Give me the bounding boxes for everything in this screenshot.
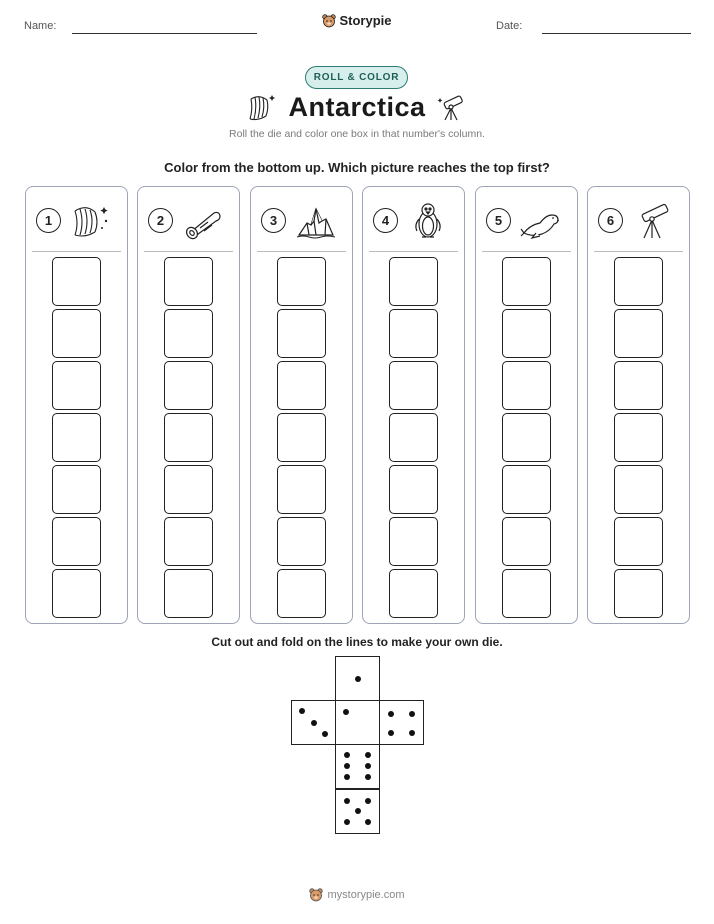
color-box[interactable] [52,517,101,566]
column-1 [25,186,128,624]
die-pip [344,774,350,780]
color-box[interactable] [502,257,551,306]
column-6 [587,186,690,624]
die-pip [365,798,371,804]
color-box[interactable] [52,569,101,618]
column-header [486,201,566,241]
column-header [148,201,228,241]
die-pip [322,731,328,737]
die-instruction: Cut out and fold on the lines to make your own die. [211,635,503,649]
color-box[interactable] [614,465,663,514]
column-number: 2 [148,208,173,233]
color-box[interactable] [502,569,551,618]
color-box[interactable] [277,517,326,566]
color-box[interactable] [164,465,213,514]
color-box[interactable] [389,413,438,462]
color-box[interactable] [277,257,326,306]
column-divider [257,251,346,252]
color-box[interactable] [52,309,101,358]
column-divider [144,251,233,252]
color-box[interactable] [614,517,663,566]
color-box[interactable] [277,361,326,410]
die-pip [409,711,415,717]
column-2 [137,186,240,624]
column-5 [475,186,578,624]
color-box[interactable] [389,465,438,514]
name-label: Name: [24,20,57,32]
die-face-4 [379,700,424,745]
color-box[interactable] [164,257,213,306]
color-box[interactable] [52,257,101,306]
color-box[interactable] [389,257,438,306]
bear-logo-icon [322,14,336,28]
die-pip [365,774,371,780]
activity-badge: ROLL & COLOR [305,66,408,89]
name-line[interactable] [72,33,257,34]
die-face-6 [335,744,380,789]
color-box[interactable] [164,309,213,358]
brand-name: Storypie [339,13,392,28]
column-header [36,201,116,241]
die-pip [344,798,350,804]
color-box[interactable] [164,517,213,566]
color-box[interactable] [277,309,326,358]
log-icon [182,201,224,241]
column-divider [369,251,458,252]
die-face-3 [291,700,336,745]
color-box[interactable] [614,309,663,358]
column-number: 5 [486,208,511,233]
subtitle: Roll the die and color one box in that number's column. [229,128,485,140]
seal-icon [520,201,562,241]
color-box[interactable] [389,361,438,410]
die-pip [299,708,305,714]
die-face-1 [335,700,380,745]
color-box[interactable] [502,309,551,358]
color-box[interactable] [389,569,438,618]
footer-url[interactable]: mystorypie.com [327,889,405,901]
iceberg-icon [295,201,337,241]
die-pip [344,763,350,769]
color-box[interactable] [277,413,326,462]
color-box[interactable] [277,569,326,618]
column-divider [594,251,683,252]
color-box[interactable] [614,413,663,462]
color-box[interactable] [164,413,213,462]
color-box[interactable] [52,413,101,462]
footer [0,888,714,905]
column-number: 6 [598,208,623,233]
color-box[interactable] [502,517,551,566]
die-face-5 [335,789,380,834]
color-box[interactable] [389,517,438,566]
column-number: 3 [261,208,286,233]
telescope-icon [632,201,674,241]
brand-logo [0,13,714,31]
color-box[interactable] [614,569,663,618]
column-3 [250,186,353,624]
color-box[interactable] [502,361,551,410]
date-label: Date: [496,20,523,32]
color-box[interactable] [164,569,213,618]
color-box[interactable] [52,361,101,410]
instruction-text: Color from the bottom up. Which picture reaches the top first? [164,160,550,175]
column-divider [32,251,121,252]
column-header [261,201,341,241]
die-pip [388,730,394,736]
die-pip [343,709,349,715]
die-face-1 [335,656,380,701]
color-box[interactable] [614,361,663,410]
color-box[interactable] [389,309,438,358]
column-divider [482,251,571,252]
die-pip [311,720,317,726]
color-box[interactable] [502,465,551,514]
date-line[interactable] [542,33,691,34]
color-box[interactable] [502,413,551,462]
color-box[interactable] [614,257,663,306]
die-pip [344,819,350,825]
bear-logo-icon [309,888,323,902]
die-pip [365,763,371,769]
color-box[interactable] [52,465,101,514]
page-title: Antarctica [288,92,426,122]
color-box[interactable] [277,465,326,514]
die-pip [355,676,361,682]
color-box[interactable] [164,361,213,410]
die-pip [365,819,371,825]
column-number: 4 [373,208,398,233]
column-4 [362,186,465,624]
die-pip [409,730,415,736]
column-number: 1 [36,208,61,233]
die-pip [365,752,371,758]
column-header [373,201,453,241]
telescope-icon [436,91,468,123]
penguin-icon [407,201,449,241]
column-header [598,201,678,241]
die-pip [355,808,361,814]
die-pip [344,752,350,758]
aurora-icon [70,201,112,241]
die-pip [388,711,394,717]
